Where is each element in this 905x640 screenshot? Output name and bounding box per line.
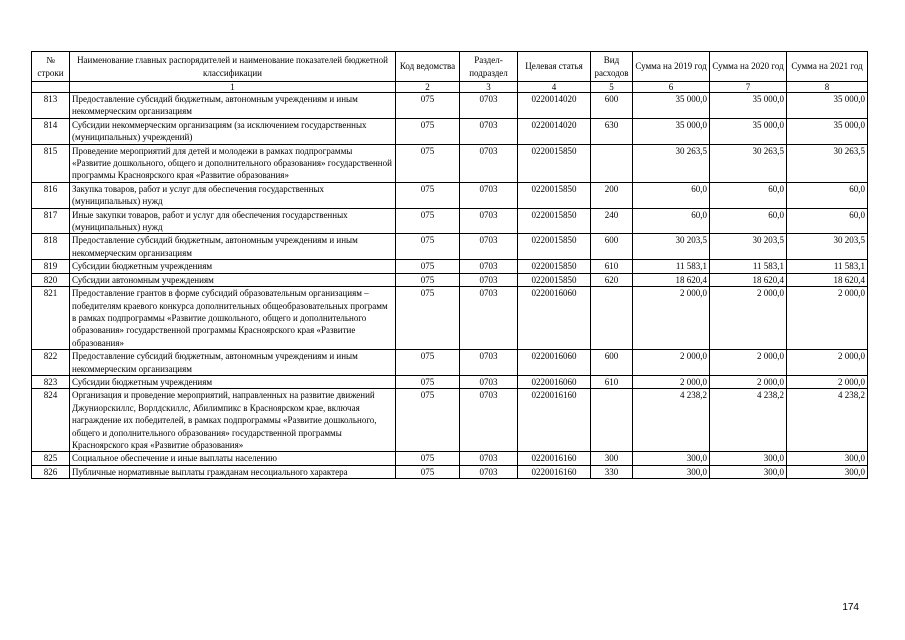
row-sum-2021: 300,0 (787, 465, 868, 478)
row-target: 0220016160 (518, 452, 591, 465)
row-name: Предоставление субсидий бюджетным, автономным учреждениям и иным некоммерческим организациям (70, 234, 396, 260)
row-sum-2019: 30 203,5 (633, 234, 710, 260)
header-target: Целевая статья (518, 52, 591, 82)
row-name: Предоставление субсидий бюджетным, автономным учреждениям и иным некоммерческим организациям (70, 350, 396, 376)
row-number: 816 (32, 182, 70, 208)
row-dept: 075 (396, 234, 460, 260)
row-target: 0220015850 (518, 273, 591, 286)
row-target: 0220015850 (518, 182, 591, 208)
colnum: 8 (787, 82, 868, 93)
row-sum-2019: 18 620,4 (633, 273, 710, 286)
row-section: 0703 (460, 208, 518, 234)
row-exp: 620 (591, 273, 633, 286)
row-name: Предоставление грантов в форме субсидий образовательным организациям – победителям краевого конкурса дополнительных общеобразовательных программ в рамках подпрограммы «Развитие дошкольного, общего и дополнительного образования» государственной программы Красноярского края «Развитие образования» (70, 287, 396, 350)
row-sum-2021: 18 620,4 (787, 273, 868, 286)
table-header-row (32, 52, 868, 82)
row-exp: 600 (591, 234, 633, 260)
row-target: 0220016160 (518, 465, 591, 478)
table-row (32, 260, 868, 273)
row-number: 822 (32, 350, 70, 376)
row-section: 0703 (460, 465, 518, 478)
header-name: Наименование главных распорядителей и наименование показателей бюджетной классификации (70, 52, 396, 82)
row-name: Субсидии некоммерческим организациям (за исключением государственных (муниципальных) учреждений) (70, 118, 396, 144)
row-exp (591, 287, 633, 350)
row-exp: 600 (591, 93, 633, 119)
row-sum-2019: 300,0 (633, 452, 710, 465)
table-row (32, 452, 868, 465)
colnum: 4 (518, 82, 591, 93)
table-row (32, 144, 868, 182)
row-number: 821 (32, 287, 70, 350)
row-exp: 200 (591, 182, 633, 208)
colnum-blank (32, 82, 70, 93)
row-sum-2020: 4 238,2 (710, 389, 787, 452)
column-number-row (32, 82, 868, 93)
row-number: 817 (32, 208, 70, 234)
row-exp: 630 (591, 118, 633, 144)
row-exp (591, 144, 633, 182)
row-sum-2021: 2 000,0 (787, 350, 868, 376)
header-sum-2020: Сумма на 2020 год (710, 52, 787, 82)
row-number: 818 (32, 234, 70, 260)
row-sum-2020: 2 000,0 (710, 287, 787, 350)
row-exp: 330 (591, 465, 633, 478)
row-exp: 610 (591, 375, 633, 388)
row-section: 0703 (460, 182, 518, 208)
row-number: 824 (32, 389, 70, 452)
row-dept: 075 (396, 118, 460, 144)
row-target: 0220016060 (518, 375, 591, 388)
colnum: 6 (633, 82, 710, 93)
row-section: 0703 (460, 273, 518, 286)
row-sum-2019: 2 000,0 (633, 375, 710, 388)
row-dept: 075 (396, 273, 460, 286)
colnum: 5 (591, 82, 633, 93)
row-sum-2020: 30 203,5 (710, 234, 787, 260)
row-sum-2020: 2 000,0 (710, 350, 787, 376)
row-target: 0220015850 (518, 144, 591, 182)
row-exp (591, 389, 633, 452)
row-sum-2021: 30 203,5 (787, 234, 868, 260)
row-name: Организация и проведение мероприятий, направленных на развитие движений Джуниорскиллс, Ворлдскиллс, Абилимпикс в Красноярском крае, включая награждение их победителей, в рамках подпрограммы «Развитие дошкольного, общего и дополнительного образования» государственной программы Красноярского края «Развитие образования» (70, 389, 396, 452)
table-row (32, 287, 868, 350)
row-dept: 075 (396, 350, 460, 376)
row-sum-2021: 11 583,1 (787, 260, 868, 273)
row-dept: 075 (396, 452, 460, 465)
row-target: 0220016060 (518, 287, 591, 350)
row-number: 814 (32, 118, 70, 144)
row-name: Субсидии бюджетным учреждениям (70, 260, 396, 273)
row-sum-2021: 2 000,0 (787, 375, 868, 388)
row-sum-2021: 35 000,0 (787, 93, 868, 119)
row-number: 825 (32, 452, 70, 465)
row-section: 0703 (460, 452, 518, 465)
row-sum-2021: 30 263,5 (787, 144, 868, 182)
row-number: 823 (32, 375, 70, 388)
row-section: 0703 (460, 287, 518, 350)
row-target: 0220016160 (518, 389, 591, 452)
row-name: Социальное обеспечение и иные выплаты населению (70, 452, 396, 465)
row-target: 0220016060 (518, 350, 591, 376)
row-name: Проведение мероприятий для детей и молодежи в рамках подпрограммы «Развитие дошкольного, общего и дополнительного образования» государственной программы Красноярского края «Развитие образования» (70, 144, 396, 182)
table-row (32, 350, 868, 376)
row-dept: 075 (396, 389, 460, 452)
row-target: 0220014020 (518, 118, 591, 144)
row-dept: 075 (396, 375, 460, 388)
row-sum-2020: 60,0 (710, 182, 787, 208)
header-section: Раздел-подраздел (460, 52, 518, 82)
row-name: Субсидии автономным учреждениям (70, 273, 396, 286)
row-sum-2020: 30 263,5 (710, 144, 787, 182)
table-row (32, 375, 868, 388)
table-row (32, 93, 868, 119)
row-exp: 600 (591, 350, 633, 376)
row-sum-2021: 60,0 (787, 182, 868, 208)
row-sum-2020: 11 583,1 (710, 260, 787, 273)
table-row (32, 234, 868, 260)
row-sum-2019: 60,0 (633, 208, 710, 234)
row-exp: 300 (591, 452, 633, 465)
row-number: 813 (32, 93, 70, 119)
colnum: 2 (396, 82, 460, 93)
row-sum-2021: 2 000,0 (787, 287, 868, 350)
row-section: 0703 (460, 260, 518, 273)
row-number: 820 (32, 273, 70, 286)
row-sum-2021: 300,0 (787, 452, 868, 465)
row-sum-2020: 60,0 (710, 208, 787, 234)
row-sum-2021: 35 000,0 (787, 118, 868, 144)
table-row (32, 208, 868, 234)
header-dept: Код ведомства (396, 52, 460, 82)
table-row (32, 389, 868, 452)
row-number: 819 (32, 260, 70, 273)
row-section: 0703 (460, 389, 518, 452)
header-sum-2021: Сумма на 2021 год (787, 52, 868, 82)
table-row (32, 118, 868, 144)
row-target: 0220015850 (518, 208, 591, 234)
row-sum-2020: 35 000,0 (710, 93, 787, 119)
row-sum-2021: 4 238,2 (787, 389, 868, 452)
row-dept: 075 (396, 144, 460, 182)
row-dept: 075 (396, 465, 460, 478)
row-sum-2019: 2 000,0 (633, 350, 710, 376)
row-sum-2019: 300,0 (633, 465, 710, 478)
colnum: 7 (710, 82, 787, 93)
row-name: Субсидии бюджетным учреждениям (70, 375, 396, 388)
table-row (32, 465, 868, 478)
table-row (32, 273, 868, 286)
table-row (32, 182, 868, 208)
header-num: № строки (32, 52, 70, 82)
row-dept: 075 (396, 287, 460, 350)
header-exp: Вид расходов (591, 52, 633, 82)
row-name: Закупка товаров, работ и услуг для обеспечения государственных (муниципальных) нужд (70, 182, 396, 208)
row-dept: 075 (396, 260, 460, 273)
row-number: 826 (32, 465, 70, 478)
row-section: 0703 (460, 350, 518, 376)
row-sum-2020: 18 620,4 (710, 273, 787, 286)
row-sum-2020: 300,0 (710, 465, 787, 478)
row-sum-2020: 2 000,0 (710, 375, 787, 388)
row-name: Иные закупки товаров, работ и услуг для обеспечения государственных (муниципальных) нужд (70, 208, 396, 234)
row-dept: 075 (396, 93, 460, 119)
header-sum-2019: Сумма на 2019 год (633, 52, 710, 82)
row-target: 0220015850 (518, 260, 591, 273)
row-name: Предоставление субсидий бюджетным, автономным учреждениям и иным некоммерческим организациям (70, 93, 396, 119)
colnum: 1 (70, 82, 396, 93)
row-section: 0703 (460, 234, 518, 260)
page-number: 174 (842, 602, 859, 613)
row-section: 0703 (460, 144, 518, 182)
row-name: Публичные нормативные выплаты гражданам несоциального характера (70, 465, 396, 478)
row-sum-2019: 2 000,0 (633, 287, 710, 350)
row-sum-2019: 11 583,1 (633, 260, 710, 273)
row-exp: 240 (591, 208, 633, 234)
row-section: 0703 (460, 118, 518, 144)
row-number: 815 (32, 144, 70, 182)
budget-table (31, 51, 868, 479)
row-exp: 610 (591, 260, 633, 273)
row-sum-2019: 4 238,2 (633, 389, 710, 452)
row-target: 0220015850 (518, 234, 591, 260)
row-section: 0703 (460, 375, 518, 388)
row-dept: 075 (396, 208, 460, 234)
row-target: 0220014020 (518, 93, 591, 119)
row-dept: 075 (396, 182, 460, 208)
row-sum-2019: 30 263,5 (633, 144, 710, 182)
row-sum-2020: 35 000,0 (710, 118, 787, 144)
row-sum-2019: 60,0 (633, 182, 710, 208)
row-sum-2019: 35 000,0 (633, 93, 710, 119)
row-sum-2020: 300,0 (710, 452, 787, 465)
row-section: 0703 (460, 93, 518, 119)
row-sum-2021: 60,0 (787, 208, 868, 234)
row-sum-2019: 35 000,0 (633, 118, 710, 144)
colnum: 3 (460, 82, 518, 93)
